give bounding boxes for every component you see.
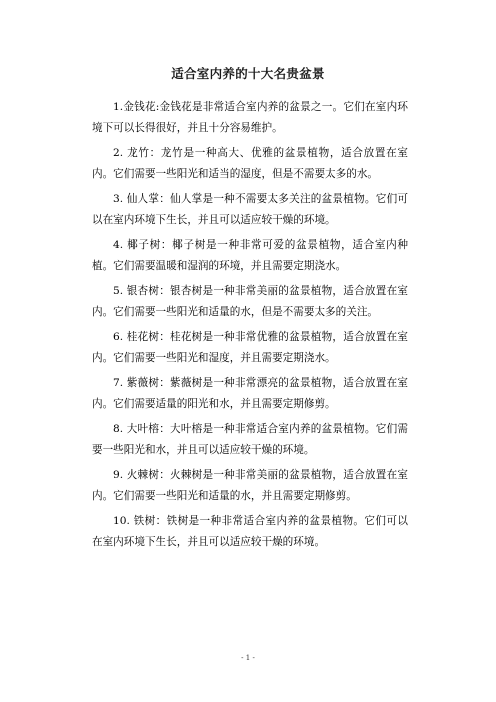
paragraph-2: 2. 龙竹：龙竹是一种高大、优雅的盆景植物，适合放置在室内。它们需要一些阳光和适当的湿度，但是不需要太多的水。 <box>92 147 408 180</box>
paragraph-6: 6. 桂花树：桂花树是一种非常优雅的盆景植物，适合放置在室内。它们需要一些阳光和湿度，并且需要定期浇水。 <box>92 331 408 364</box>
paragraph-5: 5. 银杏树：银杏树是一种非常美丽的盆景植物，适合放置在室内。它们需要一些阳光和适量的水，但是不需要太多的关注。 <box>92 285 408 318</box>
paragraph-9: 9. 火棘树：火棘树是一种非常美丽的盆景植物，适合放置在室内。它们需要一些阳光和适量的水，并且需要定期修剪。 <box>92 469 408 502</box>
paragraph-4: 4. 椰子树：椰子树是一种非常可爱的盆景植物，适合室内种植。它们需要温暖和湿润的环境，并且需要定期浇水。 <box>92 239 408 272</box>
paragraph-3: 3. 仙人掌：仙人掌是一种不需要太多关注的盆景植物。它们可以在室内环境下生长，并且可以适应较干燥的环境。 <box>92 193 408 226</box>
page-number: - 1 - <box>241 654 255 662</box>
paragraph-1: 1.金钱花:金钱花是非常适合室内养的盆景之一。它们在室内环境下可以长得很好，并且十分容易维护。 <box>92 101 408 134</box>
document-body <box>92 97 408 557</box>
paragraph-8: 8. 大叶榕：大叶榕是一种非常适合室内养的盆景植物。它们需要一些阳光和水，并且可以适应较干燥的环境。 <box>92 423 408 456</box>
paragraph-10: 10. 铁树：铁树是一种非常适合室内养的盆景植物。它们可以在室内环境下生长，并且可以适应较干燥的环境。 <box>92 515 408 548</box>
paragraph-7: 7. 紫薇树：紫薇树是一种非常漂亮的盆景植物，适合放置在室内。它们需要适量的阳光和水，并且需要定期修剪。 <box>92 377 408 410</box>
document-title: 适合室内养的十大名贵盆景 <box>171 66 325 81</box>
